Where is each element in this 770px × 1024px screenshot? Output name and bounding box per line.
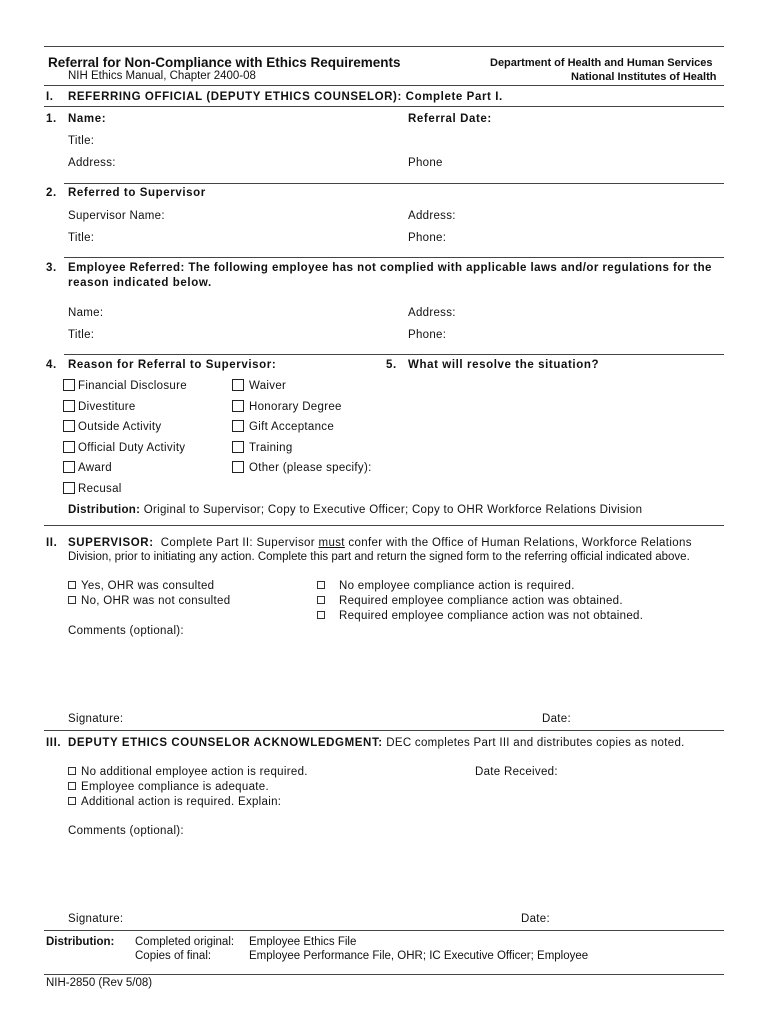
section5-heading: What will resolve the situation? (408, 359, 600, 371)
no-additional-action-option[interactable] (68, 766, 308, 778)
reason-label: Waiver (249, 380, 287, 392)
part3-text: DEC completes Part III and distributes copies as noted. (386, 737, 685, 749)
checkbox-gift-acceptance[interactable] (232, 420, 244, 432)
part1-roman: I. (46, 91, 54, 103)
checkbox-other[interactable] (232, 461, 244, 473)
part3-date-label: Date: (521, 913, 550, 925)
must-emphasis: must (318, 537, 345, 549)
reason-label: Gift Acceptance (249, 421, 335, 433)
referring-address-label: Address: (68, 157, 116, 169)
checkbox-icon[interactable] (68, 767, 76, 775)
referring-name-label: Name: (68, 113, 107, 125)
reason-label: Official Duty Activity (78, 442, 186, 454)
action-obtained-option[interactable] (317, 595, 623, 607)
checkbox-divestiture[interactable] (63, 400, 75, 412)
option-label: Additional action is required. Explain: (81, 796, 282, 808)
part2-comments-label: Comments (optional): (68, 625, 184, 637)
checkbox-icon[interactable] (68, 782, 76, 790)
part1-heading: REFERRING OFFICIAL (DEPUTY ETHICS COUNSELOR): Complete Part I. (68, 91, 503, 103)
checkbox-icon[interactable] (68, 581, 76, 589)
part2-roman: II. (46, 537, 58, 549)
referring-title-label: Title: (68, 135, 95, 147)
reason-label: Recusal (78, 483, 122, 495)
part2-signature-label: Signature: (68, 713, 124, 725)
part1-distribution (68, 504, 642, 516)
part3-signature-label: Signature: (68, 913, 124, 925)
supervisor-address-label: Address: (408, 210, 456, 222)
form-subtitle: NIH Ethics Manual, Chapter 2400-08 (68, 70, 256, 82)
final-distribution-label: Distribution: (46, 936, 115, 948)
employee-address-label: Address: (408, 307, 456, 319)
additional-action-option[interactable] (68, 796, 281, 808)
employee-title-label: Title: (68, 329, 95, 341)
checkbox-icon[interactable] (317, 581, 325, 589)
referral-date-label: Referral Date: (408, 113, 492, 125)
checkbox-icon[interactable] (68, 797, 76, 805)
checkbox-recusal[interactable] (63, 482, 75, 494)
form-title: Referral for Non-Compliance with Ethics Requirements (48, 55, 401, 70)
option-label: No employee compliance action is required. (339, 580, 575, 592)
reason-label: Other (please specify): (249, 462, 372, 474)
section2-number: 2. (46, 187, 57, 199)
distribution-text: Original to Supervisor; Copy to Executive Officer; Copy to OHR Workforce Relations Division (143, 504, 643, 516)
section1-number: 1. (46, 113, 57, 125)
checkbox-icon[interactable] (68, 596, 76, 604)
option-label: Required employee compliance action was not obtained. (339, 610, 644, 622)
reason-label: Outside Activity (78, 421, 162, 433)
checkbox-icon[interactable] (317, 596, 325, 604)
checkbox-outside-activity[interactable] (63, 420, 75, 432)
checkbox-financial-disclosure[interactable] (63, 379, 75, 391)
option-label: No additional employee action is required. (81, 766, 308, 778)
employee-name-label: Name: (68, 307, 104, 319)
supervisor-label: SUPERVISOR: (68, 537, 154, 549)
checkbox-honorary-degree[interactable] (232, 400, 244, 412)
reason-label: Honorary Degree (249, 401, 342, 413)
section3-heading-line1: Employee Referred: The following employee has not complied with applicable laws and/or regulations for the (68, 262, 712, 274)
option-label: Required employee compliance action was obtained. (339, 595, 623, 607)
checkbox-official-duty-activity[interactable] (63, 441, 75, 453)
completed-original-value: Employee Ethics File (249, 936, 357, 948)
department-name: Department of Health and Human Services (490, 57, 713, 69)
checkbox-training[interactable] (232, 441, 244, 453)
no-action-required-option[interactable] (317, 580, 575, 592)
part2-heading (68, 537, 692, 549)
ohr-not-consulted-option[interactable] (68, 595, 230, 607)
section2-heading: Referred to Supervisor (68, 187, 206, 199)
part3-heading (68, 737, 685, 749)
distribution-label: Distribution: (68, 504, 141, 516)
institute-name: National Institutes of Health (571, 71, 717, 83)
part3-comments-label: Comments (optional): (68, 825, 184, 837)
part2-text1a: Complete Part II: Supervisor (160, 537, 315, 549)
reason-label: Training (249, 442, 293, 454)
checkbox-waiver[interactable] (232, 379, 244, 391)
reason-label: Divestiture (78, 401, 136, 413)
checkbox-icon[interactable] (317, 611, 325, 619)
section5-number: 5. (386, 359, 397, 371)
section3-number: 3. (46, 262, 57, 274)
dec-label: DEPUTY ETHICS COUNSELOR ACKNOWLEDGMENT: (68, 737, 383, 749)
employee-phone-label: Phone: (408, 329, 447, 341)
date-received-label: Date Received: (475, 766, 558, 778)
action-not-obtained-option[interactable] (317, 610, 643, 622)
ohr-consulted-option[interactable] (68, 580, 214, 592)
compliance-adequate-option[interactable] (68, 781, 269, 793)
referring-phone-label: Phone (408, 157, 443, 169)
part2-text2: Division, prior to initiating any action. Complete this part and return the signed form to the referring official indicated above. (68, 551, 690, 563)
reason-label: Award (78, 462, 112, 474)
part2-text1b: confer with the Office of Human Relations, Workforce Relations (348, 537, 692, 549)
supervisor-phone-label: Phone: (408, 232, 447, 244)
form-number: NIH-2850 (Rev 5/08) (46, 977, 153, 989)
checkbox-award[interactable] (63, 461, 75, 473)
copies-final-label: Copies of final: (135, 950, 212, 962)
part2-date-label: Date: (542, 713, 571, 725)
supervisor-title-label: Title: (68, 232, 95, 244)
section4-heading: Reason for Referral to Supervisor: (68, 359, 277, 371)
completed-original-label: Completed original: (135, 936, 235, 948)
section3-heading-line2: reason indicated below. (68, 277, 212, 289)
option-label: No, OHR was not consulted (81, 595, 231, 607)
reason-label: Financial Disclosure (78, 380, 187, 392)
copies-final-value: Employee Performance File, OHR; IC Executive Officer; Employee (249, 950, 589, 962)
supervisor-name-label: Supervisor Name: (68, 210, 165, 222)
option-label: Employee compliance is adequate. (81, 781, 269, 793)
section4-number: 4. (46, 359, 57, 371)
option-label: Yes, OHR was consulted (81, 580, 215, 592)
part3-roman: III. (46, 737, 62, 749)
